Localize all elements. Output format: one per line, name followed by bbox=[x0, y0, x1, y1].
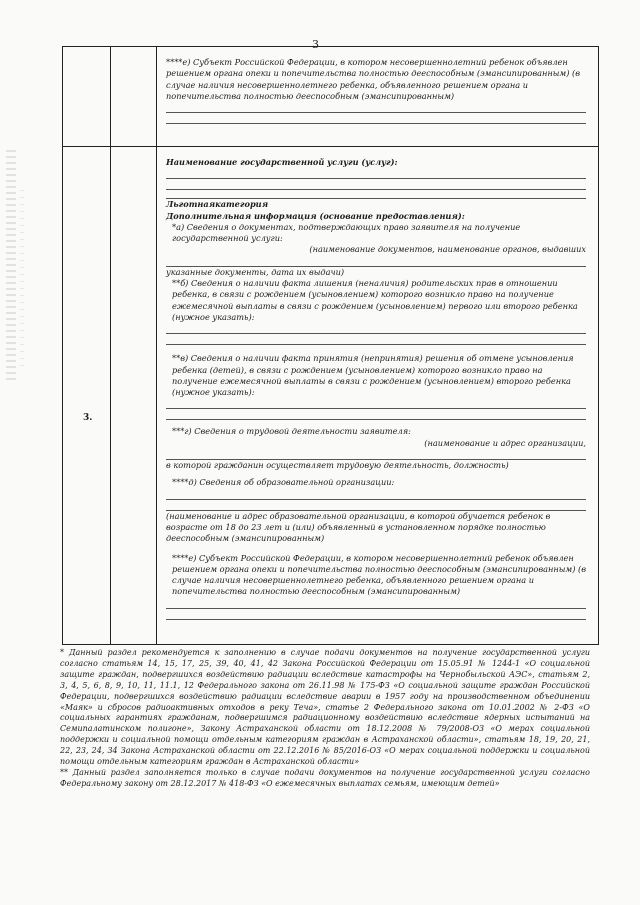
page-number: 3 bbox=[312, 38, 319, 51]
section-b-text: **б) Сведения о наличии факта лишения (неналичия) родительских прав в отношении ребенка, в связи с рождением (усыновлением) которого возникло право на получение ежемесячной выплаты в связи с рождением (усыновлением) первого или второго ребенка (нужное указать): bbox=[172, 278, 578, 322]
section-b-field[interactable] bbox=[166, 323, 586, 334]
section-a-hint2: указанные документы, дата их выдачи) bbox=[166, 266, 345, 277]
section-a-text: *а) Сведения о документах, подтверждающих право заявителя на получение государственной услуги: bbox=[172, 221, 521, 244]
section-g-text: ***г) Сведения о трудовой деятельности заявителя: bbox=[172, 426, 411, 437]
footnote-one: * Данный раздел рекомендуется к заполнению в случае подачи документов на получение государственной услуги согласно статьям 14, 15, 17, 25, 39, 40, 41, 42 Закона Российской Федерации от 15.05.91 № 1244-1 «О социальной защите граждан, подвергшихся воздействию радиации вследствие катастрофы на Чернобыльской АЭС», статьям 2, 3, 4, 5, 6, 8, 9, 10, 11, 11.1, 12 Федерального закона от 26.11.98 № 175-ФЗ «О социальной защите граждан Российской Федерации, подвергшихся воздействию радиации вследствие аварии в 1957 году на производственном объединении «Маяк» и сбросов радиоактивных отходов в реку Теча», статье 2 Федерального закона от 10.01.2002 № 2-ФЗ «О социальных гарантиях гражданам, подвергшимся радиационному воздействию вследствие ядерных испытаний на Семипалатинском полигоне», Закону Астраханской области от 18.12.2008 № 79/2008-ОЗ «О мерах социальной поддержки и социальной помощи отдельным категориям граждан в Астраханской области», статьям 18, 19, 20, 21, 22, 23, 24, 34 Закона Астраханской области от 22.12.2016 № 85/2016-ОЗ «О мерах социальной поддержки и социальной помощи отдельным категориям граждан в Астраханской области» bbox=[60, 648, 590, 767]
row-number: 3. bbox=[83, 413, 93, 423]
form-table bbox=[62, 46, 599, 645]
section-b-field[interactable] bbox=[166, 334, 586, 345]
footnote-two: ** Данный раздел заполняется только в случае подачи документов на получение государственной услуги согласно Федеральному закону от 28.12.2017 № 418-ФЗ «О ежемесячных выплатах семьям, имеющим детей» bbox=[60, 767, 590, 788]
scan-edge-artifact bbox=[6, 150, 16, 380]
additional-label: Дополнительная информация (основание предоставления): bbox=[166, 210, 465, 221]
service-label: Наименование государственной услуги (услуг): bbox=[166, 157, 398, 167]
section-d-hint: (наименование и адрес образовательной организации, в которой обучается ребенок в возрасте от 18 до 23 лет и (или) объявленный в установленном порядке полностью дееспособным (эмансипированным) bbox=[166, 510, 551, 544]
fill-line[interactable] bbox=[166, 113, 586, 124]
section-v-field[interactable] bbox=[166, 409, 586, 420]
subject-text: ****e) Субъект Российской Федерации, в котором несовершеннолетний ребенок объявлен решением органа опеки и попечительства полностью дееспособным (эмансипированным) (в случае наличия несовершеннолетнего ребенка, объявленного решением органа и попечительства полностью дееспособным (эмансипированным) bbox=[166, 57, 580, 101]
section-a-hint: (наименование документов, наименование органов, выдавших bbox=[309, 244, 586, 255]
section-g-field[interactable] bbox=[166, 449, 586, 460]
scan-edge-artifact bbox=[20, 190, 24, 370]
section-d-text: ****д) Сведения об образовательной организации: bbox=[172, 477, 395, 488]
section-e-field[interactable] bbox=[166, 598, 586, 609]
section-a-field[interactable] bbox=[166, 256, 586, 267]
section-g-hint: (наименование и адрес организации, bbox=[424, 437, 586, 448]
section-d-field[interactable] bbox=[166, 500, 586, 511]
row3-cell bbox=[166, 157, 586, 620]
service-field[interactable] bbox=[166, 190, 586, 199]
footnotes bbox=[60, 648, 590, 790]
section-g-hint2: в которой гражданин осуществляет трудовую деятельность, должность) bbox=[166, 460, 509, 471]
section-e-text: ****е) Субъект Российской Федерации, в котором несовершеннолетний ребенок объявлен решением органа опеки и попечительства полностью дееспособным (эмансипированным) (в случае наличия несовершеннолетнего ребенка, объявленного решением органа и попечительства полностью дееспособным (эмансипированным) bbox=[172, 552, 586, 597]
section-e-field[interactable] bbox=[166, 609, 586, 620]
row1-cell bbox=[166, 57, 586, 124]
benefit-label: Льготнаякатегория bbox=[166, 199, 269, 210]
service-field[interactable] bbox=[166, 179, 586, 190]
section-v-text: **в) Сведения о наличии факта принятия (непринятия) решения об отмене усыновления ребенка (детей), в связи с рождением (усыновлением) которого возникло право на получение ежемесячной выплаты в связи с рождением (усыновлением) второго ребенка (нужное указать): bbox=[172, 353, 574, 398]
fill-line[interactable] bbox=[166, 102, 586, 113]
column-divider bbox=[110, 47, 111, 644]
section-v-field[interactable] bbox=[166, 398, 586, 409]
section-d-field[interactable] bbox=[166, 489, 586, 500]
service-field[interactable] bbox=[166, 168, 586, 179]
column-divider bbox=[156, 47, 157, 644]
